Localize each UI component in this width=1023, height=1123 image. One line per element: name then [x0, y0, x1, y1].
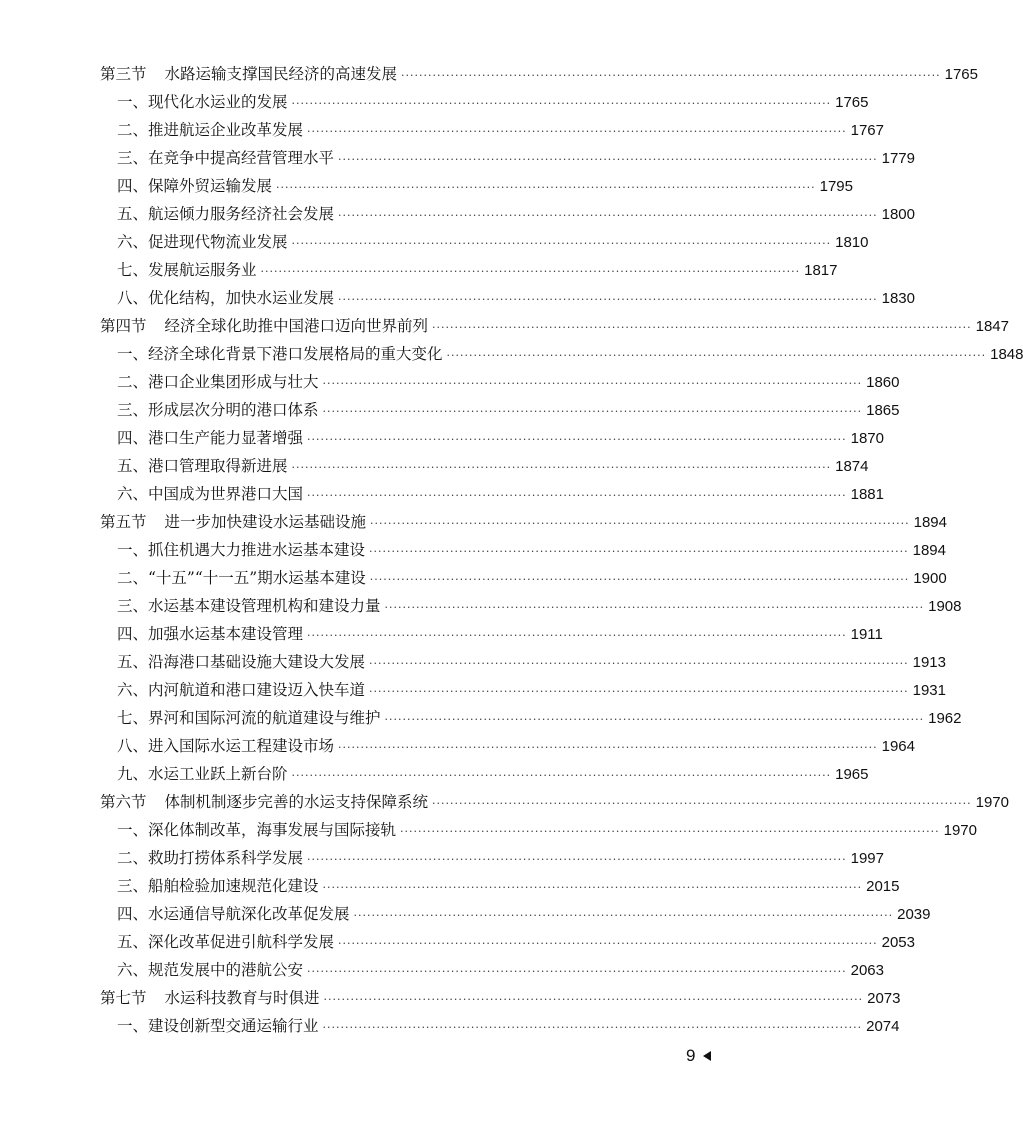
- toc-item-row: [100, 704, 962, 732]
- dot-leader: ························································································································: [369, 657, 909, 670]
- toc-page-number: 1997: [850, 850, 884, 867]
- toc-page-number: 2039: [897, 906, 931, 923]
- dot-leader: ························································································································: [432, 797, 972, 810]
- toc-entry-title: 二、救助打捞体系科学发展: [117, 849, 304, 867]
- toc-page-number: 1860: [866, 374, 900, 391]
- toc-page-number: 1931: [912, 682, 946, 699]
- dot-leader: ························································································································: [322, 405, 863, 418]
- toc-page-number: 1765: [944, 66, 978, 83]
- toc-entry-title: 五、航运倾力服务经济社会发展: [117, 205, 335, 223]
- toc-section-label: 第七节: [100, 989, 147, 1007]
- toc-item-row: [100, 564, 947, 592]
- toc-entry-title: 八、优化结构，加快水运业发展: [117, 289, 335, 307]
- toc-item-row: [100, 340, 1023, 368]
- toc-page-number: 1865: [866, 402, 900, 419]
- left-triangle-icon: [703, 1051, 711, 1061]
- dot-leader: ························································································································: [307, 125, 847, 138]
- toc-item-row: [100, 88, 869, 116]
- toc-item-row: [100, 816, 977, 844]
- toc-entry-title: 三、水运基本建设管理机构和建设力量: [117, 597, 381, 615]
- dot-leader: ························································································································: [276, 181, 816, 194]
- toc-entry-title: 一、深化体制改革，海事发展与国际接轨: [117, 821, 397, 839]
- toc-entry-title: 七、发展航运服务业: [117, 261, 257, 279]
- dot-leader: ························································································································: [401, 69, 941, 82]
- dot-leader: ························································································································: [307, 433, 847, 446]
- toc-item-row: [100, 424, 884, 452]
- toc-page-number: 2053: [881, 934, 915, 951]
- toc-entry-title: 五、沿海港口基础设施大建设大发展: [117, 653, 366, 671]
- toc-entry-title: 五、深化改革促进引航科学发展: [117, 933, 335, 951]
- toc-item-row: [100, 256, 838, 284]
- toc-page-number: 1830: [881, 290, 915, 307]
- toc-section-row: [100, 312, 1009, 340]
- toc-page-number: 1767: [850, 122, 884, 139]
- toc-entry-title: 七、界河和国际河流的航道建设与维护: [117, 709, 381, 727]
- toc-entry-title: 三、在竞争中提高经营管理水平: [117, 149, 335, 167]
- dot-leader: ························································································································: [307, 965, 847, 978]
- toc-page-number: 1765: [835, 94, 869, 111]
- dot-leader: ························································································································: [307, 629, 847, 642]
- toc-page-number: 1795: [819, 178, 853, 195]
- dot-leader: ························································································································: [322, 377, 863, 390]
- toc-entry-title: 四、港口生产能力显著增强: [117, 429, 304, 447]
- toc-item-row: [100, 116, 884, 144]
- toc-section-label: 第六节: [100, 793, 147, 811]
- toc-entry-title: 三、船舶检验加速规范化建设: [117, 877, 319, 895]
- toc-entry-title: 体制机制逐步完善的水运支持保障系统: [164, 793, 429, 811]
- toc-item-row: [100, 228, 869, 256]
- toc-section-label: 第四节: [100, 317, 147, 335]
- page-footer: [686, 1046, 711, 1066]
- toc-item-row: [100, 732, 915, 760]
- toc-page-number: 1962: [928, 710, 962, 727]
- toc-page-number: 1911: [850, 626, 883, 643]
- page-number: 9: [686, 1046, 696, 1065]
- toc-item-row: [100, 284, 915, 312]
- toc-section-row: [100, 508, 947, 536]
- toc-item-row: [100, 144, 915, 172]
- table-of-contents: [100, 60, 1023, 1040]
- toc-page-number: 1874: [835, 458, 869, 475]
- toc-page-number: 1900: [913, 570, 947, 587]
- dot-leader: ························································································································: [400, 825, 940, 838]
- toc-entry-title: 二、推进航运企业改革发展: [117, 121, 304, 139]
- dot-leader: ························································································································: [322, 881, 863, 894]
- toc-entry-title: 进一步加快建设水运基础设施: [164, 513, 367, 531]
- dot-leader: ························································································································: [291, 97, 832, 110]
- dot-leader: ························································································································: [369, 573, 910, 586]
- dot-leader: ························································································································: [338, 937, 878, 950]
- toc-item-row: [100, 928, 915, 956]
- toc-page-number: 1965: [835, 766, 869, 783]
- toc-item-row: [100, 760, 869, 788]
- toc-item-row: [100, 676, 946, 704]
- toc-page-number: 1779: [881, 150, 915, 167]
- dot-leader: ························································································································: [369, 545, 909, 558]
- dot-leader: ························································································································: [260, 265, 801, 278]
- toc-item-row: [100, 1012, 900, 1040]
- dot-leader: ························································································································: [353, 909, 894, 922]
- dot-leader: ························································································································: [338, 741, 878, 754]
- toc-entry-title: 六、促进现代物流业发展: [117, 233, 288, 251]
- toc-item-row: [100, 956, 884, 984]
- toc-entry-title: 一、经济全球化背景下港口发展格局的重大变化: [117, 345, 443, 363]
- toc-page-number: 1848: [990, 346, 1023, 363]
- toc-page-number: 1894: [913, 514, 947, 531]
- toc-page-number: 1894: [912, 542, 946, 559]
- toc-page-number: 2063: [850, 962, 884, 979]
- toc-page-number: 1800: [881, 206, 915, 223]
- toc-section-label: 第五节: [100, 513, 147, 531]
- dot-leader: ························································································································: [338, 209, 878, 222]
- toc-page-number: 1870: [850, 430, 884, 447]
- toc-entry-title: 四、加强水运基本建设管理: [117, 625, 304, 643]
- toc-entry-title: 水路运输支撑国民经济的高速发展: [164, 65, 398, 83]
- dot-leader: ························································································································: [338, 293, 878, 306]
- toc-page-number: 1908: [928, 598, 962, 615]
- dot-leader: ························································································································: [307, 853, 847, 866]
- dot-leader: ························································································································: [323, 993, 864, 1006]
- toc-entry-title: 四、水运通信导航深化改革促发展: [117, 905, 350, 923]
- toc-item-row: [100, 172, 853, 200]
- toc-page-number: 2074: [866, 1018, 900, 1035]
- toc-page-number: 1964: [881, 738, 915, 755]
- dot-leader: ························································································································: [432, 321, 972, 334]
- toc-page-number: 1810: [835, 234, 869, 251]
- toc-page-number: 1970: [975, 794, 1009, 811]
- dot-leader: ························································································································: [446, 349, 987, 362]
- toc-page-number: 2073: [867, 990, 901, 1007]
- toc-page-number: 1913: [912, 654, 946, 671]
- toc-section-label: 第三节: [100, 65, 147, 83]
- toc-entry-title: 三、形成层次分明的港口体系: [117, 401, 319, 419]
- toc-entry-title: 八、进入国际水运工程建设市场: [117, 737, 335, 755]
- toc-item-row: [100, 396, 900, 424]
- toc-item-row: [100, 452, 869, 480]
- toc-entry-title: 二、港口企业集团形成与壮大: [117, 373, 319, 391]
- toc-section-row: [100, 788, 1009, 816]
- dot-leader: ························································································································: [369, 685, 909, 698]
- toc-entry-title: 经济全球化助推中国港口迈向世界前列: [164, 317, 429, 335]
- toc-item-row: [100, 592, 962, 620]
- toc-page-number: 1970: [943, 822, 977, 839]
- toc-item-row: [100, 872, 900, 900]
- dot-leader: ························································································································: [370, 517, 910, 530]
- toc-item-row: [100, 368, 900, 396]
- toc-item-row: [100, 648, 946, 676]
- toc-entry-title: 六、内河航道和港口建设迈入快车道: [117, 681, 366, 699]
- toc-page-number: 2015: [866, 878, 900, 895]
- toc-item-row: [100, 900, 931, 928]
- dot-leader: ························································································································: [322, 1021, 863, 1034]
- toc-entry-title: 六、中国成为世界港口大国: [117, 485, 304, 503]
- toc-entry-title: 水运科技教育与时俱进: [164, 989, 320, 1007]
- toc-entry-title: 四、保障外贸运输发展: [117, 177, 273, 195]
- toc-section-row: [100, 984, 901, 1012]
- toc-item-row: [100, 844, 884, 872]
- toc-entry-title: 一、现代化水运业的发展: [117, 93, 288, 111]
- toc-entry-title: 二、“十五”“十一五”期水运基本建设: [117, 569, 366, 587]
- dot-leader: ························································································································: [291, 237, 832, 250]
- dot-leader: ························································································································: [307, 489, 847, 502]
- dot-leader: ························································································································: [291, 461, 832, 474]
- toc-item-row: [100, 200, 915, 228]
- toc-page-number: 1881: [850, 486, 884, 503]
- toc-entry-title: 六、规范发展中的港航公安: [117, 961, 304, 979]
- toc-item-row: [100, 536, 946, 564]
- toc-page-number: 1847: [975, 318, 1009, 335]
- dot-leader: ························································································································: [291, 769, 832, 782]
- toc-item-row: [100, 620, 883, 648]
- dot-leader: ························································································································: [338, 153, 878, 166]
- toc-entry-title: 五、港口管理取得新进展: [117, 457, 288, 475]
- dot-leader: ························································································································: [384, 713, 925, 726]
- toc-page-number: 1817: [804, 262, 838, 279]
- toc-section-row: [100, 60, 978, 88]
- dot-leader: ························································································································: [384, 601, 925, 614]
- toc-entry-title: 一、抓住机遇大力推进水运基本建设: [117, 541, 366, 559]
- toc-entry-title: 九、水运工业跃上新台阶: [117, 765, 288, 783]
- toc-item-row: [100, 480, 884, 508]
- toc-entry-title: 一、建设创新型交通运输行业: [117, 1017, 319, 1035]
